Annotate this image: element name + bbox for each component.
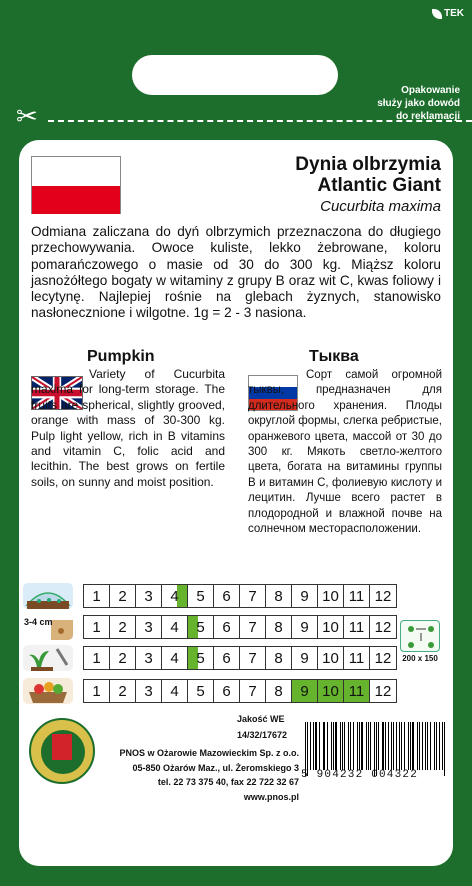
plant-spacing-icon	[400, 620, 440, 652]
leaf-icon	[432, 9, 442, 19]
barcode-bar	[388, 722, 389, 770]
brand-mark-text: TEK	[444, 8, 464, 19]
barcode-bar	[404, 722, 405, 770]
company-phone: tel. 22 73 375 40, fax 22 722 32 67	[157, 777, 299, 787]
barcode-bar	[344, 722, 345, 770]
cut-line	[48, 120, 472, 122]
barcode-bar	[399, 722, 400, 770]
barcode-bar	[408, 722, 409, 770]
pnos-seal-logo	[29, 718, 95, 784]
calendar-row-harvest	[23, 678, 397, 704]
month-cell: 6	[214, 647, 240, 669]
month-cell: 10	[318, 647, 344, 669]
barcode-bar	[313, 722, 314, 770]
barcode-bar	[391, 722, 392, 770]
barcode-bar	[366, 722, 367, 770]
barcode-bar	[436, 722, 437, 770]
months-row-3	[83, 646, 397, 670]
lot-number: 14/32/17672	[237, 730, 288, 740]
barcode-bar	[444, 722, 445, 776]
months-row-2	[83, 615, 397, 639]
barcode-bar	[323, 722, 324, 770]
barcode-bar	[350, 722, 351, 770]
month-cell: 1	[84, 680, 110, 702]
proof-line-2: służy jako dowód	[377, 98, 460, 109]
barcode-bar	[370, 722, 371, 770]
month-cell: 7	[240, 647, 266, 669]
scissors-icon: ✂	[16, 101, 38, 131]
barcode-bar	[396, 722, 397, 770]
barcode-bar	[442, 722, 443, 770]
month-cell: 3	[136, 680, 162, 702]
month-cell: 4	[162, 616, 188, 638]
month-cell: 1	[84, 647, 110, 669]
sowing-depth-icon	[23, 614, 73, 640]
barcode-bar	[419, 722, 420, 770]
plant-spacing	[397, 620, 443, 663]
description-ru-text: Сорт самой огромной тыквы, предназначен для длительного хранения. Плоды округлой формы, слегка ребристые, оранжевого цвета, массой от 30 до 300 кг. Мякоть светло-желтого цвета, богата на витамины группы В и витамин С, фолиевую кислоту и лецитин. Лучше всего растет в плодородной и влажной почве на солнечном месторасположении.	[248, 369, 442, 536]
barcode-bar	[310, 722, 311, 770]
barcode-bar	[376, 722, 377, 776]
month-cell-active: 5	[188, 616, 214, 638]
barcode-bar	[305, 722, 306, 776]
description-pl: Odmiana zaliczana do dyń olbrzymich przeznaczona do długiego przechowywania. Owoce kuliste, lekko żebrowane, koloru pomarańczowego o masie od 30 do 300 kg. Miąższ koloru jasnożółtego bogaty w witaminy z grupy B oraz wit C, kwas foliowy i lecytynę. Najlepiej rośnie na glebach żyznych, stanowisko nasłonecznione i wilgotne. 1g = 2 - 3 nasiona.	[31, 224, 441, 321]
month-cell: 6	[214, 616, 240, 638]
month-cell: 7	[240, 616, 266, 638]
month-cell: 9	[292, 616, 318, 638]
month-cell-active: 10	[318, 680, 344, 702]
month-cell: 11	[344, 647, 370, 669]
month-cell: 12	[374, 618, 392, 636]
month-cell: 1	[84, 585, 110, 607]
month-cell: 2	[110, 585, 136, 607]
company-website[interactable]: www.pnos.pl	[243, 791, 299, 802]
month-cell: 2	[110, 616, 136, 638]
barcode-bar	[425, 722, 426, 770]
month-cell: 6	[214, 585, 240, 607]
planting-icon	[23, 645, 73, 671]
barcode-bar	[378, 722, 379, 770]
month-cell: 3	[136, 585, 162, 607]
barcode-bar	[393, 722, 394, 770]
barcode-bar	[342, 722, 343, 770]
info-card	[19, 140, 453, 866]
barcode-bar	[333, 722, 334, 770]
description-en-text: Variety of Cucurbita maxima for long-term storage. The fruits are spherical, slightly grooved, orange with mass of 30-300 kg. Pulp light yellow, rich in B vitamins and vitamin C, folic acid and lecithin. The best grows on fertile soils, on sunny and moist position.	[31, 367, 225, 489]
month-cell: 3	[136, 616, 162, 638]
month-cell-active: 11	[344, 680, 370, 702]
barcode-bar	[410, 722, 411, 770]
month-cell-active: 9	[292, 680, 318, 702]
month-cell: 4	[162, 647, 188, 669]
calendar-row-greenhouse	[23, 583, 397, 609]
month-cell: 8	[266, 616, 292, 638]
proof-line-1: Opakowanie	[401, 85, 460, 96]
proof-note	[377, 84, 460, 123]
hanger-hole	[132, 55, 338, 95]
harvest-icon	[23, 678, 73, 704]
barcode-bar	[319, 722, 320, 770]
barcode-bar	[335, 722, 337, 770]
barcode-bar	[359, 722, 360, 770]
month-cell: 11	[344, 616, 370, 638]
barcode-bar	[357, 722, 358, 770]
sowing-depth-label: 3-4 cm	[24, 617, 53, 627]
month-cell: 10	[318, 585, 344, 607]
month-cell: 5	[188, 585, 214, 607]
company-info	[99, 746, 299, 804]
english-heading: Pumpkin	[87, 348, 155, 365]
product-latin-name: Cucurbita maxima	[320, 198, 441, 215]
company-address: 05-850 Ożarów Maz., ul. Żeromskiego 3	[132, 762, 299, 773]
russian-heading: Тыква	[309, 348, 359, 365]
product-title	[295, 154, 441, 217]
barcode-bar	[434, 722, 436, 770]
barcode-bar	[401, 722, 402, 770]
company-name: PNOS w Ożarowie Mazowieckim Sp. z o.o.	[119, 748, 299, 758]
month-cell: 8	[266, 680, 292, 702]
month-cell-active: 4	[162, 585, 188, 607]
months-row-1	[83, 584, 397, 608]
month-cell: 7	[240, 680, 266, 702]
barcode-bar	[430, 722, 431, 770]
months-row-4	[83, 679, 397, 703]
quality-mark: Jakość WE	[237, 714, 285, 724]
barcode-bar	[331, 722, 332, 770]
month-cell: 4	[162, 680, 188, 702]
barcode-bar	[439, 722, 440, 770]
month-cell: 1	[84, 616, 110, 638]
barcode-bar	[361, 722, 363, 770]
barcode-bar	[382, 722, 384, 770]
proof-line-3: do reklamacji	[396, 111, 460, 122]
month-cell: 10	[318, 616, 344, 638]
barcode-bar	[307, 722, 308, 776]
product-name-pl: Dynia olbrzymia	[295, 154, 441, 175]
barcode-bar	[353, 722, 354, 770]
month-cell: 12	[374, 649, 392, 667]
barcode-bar	[422, 722, 423, 770]
month-cell: 11	[344, 585, 370, 607]
greenhouse-icon	[23, 583, 73, 609]
barcode-digits: 5 904232 004322	[301, 769, 419, 781]
month-cell: 3	[136, 647, 162, 669]
poland-flag-icon	[31, 156, 121, 214]
month-cell: 9	[292, 647, 318, 669]
month-cell: 9	[292, 585, 318, 607]
barcode-bar	[340, 722, 341, 770]
barcode-bar	[348, 722, 349, 770]
month-cell: 12	[374, 587, 392, 605]
plant-spacing-label: 200 x 150	[402, 654, 438, 663]
barcode-bar	[427, 722, 428, 770]
month-cell-active: 5	[188, 647, 214, 669]
month-cell: 6	[214, 680, 240, 702]
description-en	[31, 367, 225, 490]
month-cell: 5	[188, 680, 214, 702]
calendar-row-planting	[23, 645, 397, 671]
month-cell: 8	[266, 585, 292, 607]
month-cell: 12	[374, 682, 392, 700]
month-cell: 8	[266, 647, 292, 669]
barcode-bar	[368, 722, 369, 770]
barcode-bar	[315, 722, 317, 770]
barcode-bar	[417, 722, 418, 770]
brand-mark	[432, 8, 464, 19]
barcode-bar	[412, 722, 414, 770]
month-cell: 7	[240, 585, 266, 607]
barcode-bar	[385, 722, 386, 770]
month-cell: 2	[110, 680, 136, 702]
barcode-bar	[324, 722, 325, 770]
calendar-row-sowing	[23, 614, 397, 640]
month-cell: 2	[110, 647, 136, 669]
product-variety: Atlantic Giant	[317, 175, 441, 196]
barcode-bar	[374, 722, 375, 776]
description-ru	[248, 368, 442, 537]
barcode-bar	[327, 722, 328, 770]
